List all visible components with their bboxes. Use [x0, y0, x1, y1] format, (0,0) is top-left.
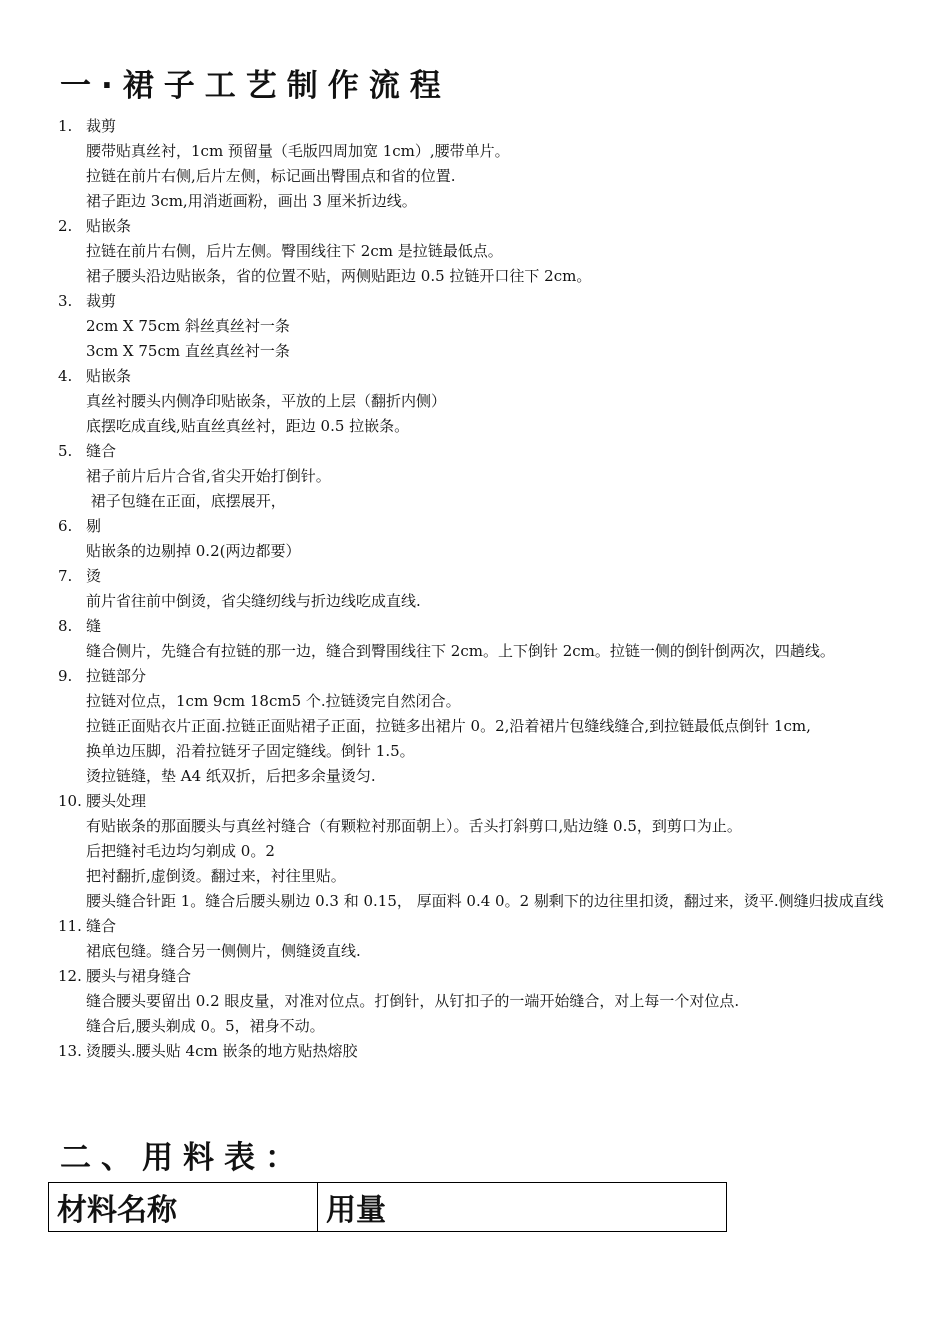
step-item: [58, 114, 898, 214]
step-heading: [58, 114, 898, 139]
step-title: 剔: [86, 517, 102, 535]
step-heading: [58, 514, 898, 539]
step-number: 5.: [58, 442, 73, 460]
step-title: 裁剪: [86, 292, 117, 310]
step-title: 腰头处理: [86, 792, 147, 810]
step-detail-line: 裙底包缝。缝合另一侧侧片，侧缝烫直线.: [86, 942, 361, 960]
step-number: 6.: [58, 517, 73, 535]
step-detail-line: 贴嵌条的边剔掉 0.2(两边都要）: [86, 542, 301, 560]
step-title: 拉链部分: [86, 667, 147, 685]
step-item: [58, 614, 898, 664]
step-item: [58, 514, 898, 564]
step-number: 7.: [58, 567, 73, 585]
step-detail-line: 底摆吃成直线,贴直丝真丝衬，距边 0.5 拉嵌条。: [86, 417, 410, 435]
process-steps-list: [58, 114, 898, 1064]
step-title: 裁剪: [86, 117, 117, 135]
step-detail-line: 3cm X 75cm 直丝真丝衬一条: [86, 342, 290, 360]
step-detail-line: 后把缝衬毛边均匀剃成 0。2: [86, 842, 275, 860]
step-heading: [58, 914, 898, 939]
step-number: 1.: [58, 117, 73, 135]
step-number: 3.: [58, 292, 73, 310]
step-item: [58, 914, 898, 964]
step-item: [58, 789, 898, 914]
step-detail-line: 换单边压脚，沿着拉链牙子固定缝线。倒针 1.5。: [86, 742, 415, 760]
step-detail-line: 有贴嵌条的那面腰头与真丝衬缝合（有颗粒衬那面朝上）。舌头打斜剪口,贴边缝 0.5，到剪口为止。: [86, 817, 742, 835]
step-title: 腰头与裙身缝合: [86, 967, 192, 985]
step-number: 12.: [58, 967, 82, 985]
step-detail-line: 拉链在前片右侧，后片左侧。臀围线往下 2cm 是拉链最低点。: [86, 242, 503, 260]
section-title-process: 一·裙子工艺制作流程: [60, 68, 451, 104]
table-header-row: [49, 1183, 727, 1232]
step-title: 缝: [86, 617, 102, 635]
step-detail-line: 拉链在前片右侧,后片左侧，标记画出臀围点和省的位置.: [86, 167, 456, 185]
step-number: 2.: [58, 217, 73, 235]
step-detail-line: 拉链正面贴衣片正面.拉链正面贴裙子正面，拉链多出裙片 0。2,沿着裙片包缝线缝合,到拉链最低点倒针 1cm,: [86, 717, 811, 735]
step-heading: [58, 364, 898, 389]
step-detail-line: 腰带贴真丝衬，1cm 预留量（毛版四周加宽 1cm）,腰带单片。: [86, 142, 510, 160]
step-detail-line: 缝合腰头要留出 0.2 眼皮量，对准对位点。打倒针，从钉扣子的一端开始缝合，对上每一个对位点.: [86, 992, 740, 1010]
step-heading: [58, 1039, 898, 1064]
step-heading: [58, 214, 898, 239]
step-detail-line: 烫拉链缝，垫 A4 纸双折，后把多余量烫匀.: [86, 767, 376, 785]
step-title: 贴嵌条: [86, 367, 132, 385]
step-detail-line: 2cm X 75cm 斜丝真丝衬一条: [86, 317, 290, 335]
step-item: [58, 289, 898, 364]
step-heading: [58, 664, 898, 689]
step-number: 4.: [58, 367, 73, 385]
step-detail-line: 裙子前片后片合省,省尖开始打倒针。: [86, 467, 331, 485]
table-header-quantity: 用量: [318, 1183, 727, 1232]
step-title: 烫: [86, 567, 102, 585]
step-title: 烫腰头.腰头贴 4cm 嵌条的地方贴热熔胶: [86, 1042, 358, 1060]
step-title: 贴嵌条: [86, 217, 132, 235]
step-detail-line: 腰头缝合针距 1。缝合后腰头剔边 0.3 和 0.15， 厚面料 0.4 0。2 剔剩下的边往里扣烫，翻过来，烫平.侧缝归拔成直线: [86, 892, 884, 910]
step-number: 8.: [58, 617, 73, 635]
step-title: 缝合: [86, 442, 117, 460]
step-heading: [58, 289, 898, 314]
step-detail-line: 裙子距边 3cm,用消逝画粉，画出 3 厘米折边线。: [86, 192, 417, 210]
step-detail-line: 前片省往前中倒烫，省尖缝纫线与折边线吃成直线.: [86, 592, 421, 610]
step-detail-line: 把衬翻折,虚倒烫。翻过来，衬往里贴。: [86, 867, 346, 885]
step-detail-line: 裙子腰头沿边贴嵌条，省的位置不贴，两侧贴距边 0.5 拉链开口往下 2cm。: [86, 267, 592, 285]
step-heading: [58, 564, 898, 589]
step-title: 缝合: [86, 917, 117, 935]
step-item: [58, 564, 898, 614]
step-number: 13.: [58, 1042, 82, 1060]
section-title-materials: 二、用料表：: [60, 1140, 306, 1176]
materials-table: [48, 1182, 727, 1232]
step-number: 11.: [58, 917, 82, 935]
step-item: [58, 364, 898, 439]
step-number: 10.: [58, 792, 82, 810]
step-detail-line: 缝合后,腰头剃成 0。5，裙身不动。: [86, 1017, 325, 1035]
step-heading: [58, 789, 898, 814]
step-heading: [58, 439, 898, 464]
step-number: 9.: [58, 667, 73, 685]
step-heading: [58, 964, 898, 989]
step-detail-line: 缝合侧片，先缝合有拉链的那一边，缝合到臀围线往下 2cm。上下倒针 2cm。拉链一侧的倒针倒两次，四趟线。: [86, 642, 835, 660]
step-item: [58, 1039, 898, 1064]
step-item: [58, 439, 898, 514]
step-detail-line: 拉链对位点，1cm 9cm 18cm5 个.拉链烫完自然闭合。: [86, 692, 461, 710]
step-detail-line: 真丝衬腰头内侧净印贴嵌条，平放的上层（翻折内侧）: [86, 392, 447, 410]
step-heading: [58, 614, 898, 639]
step-item: [58, 664, 898, 789]
step-item: [58, 964, 898, 1039]
step-detail-line: 裙子包缝在正面，底摆展开，: [86, 492, 286, 510]
table-header-material-name: 材料名称: [49, 1183, 318, 1232]
step-item: [58, 214, 898, 289]
